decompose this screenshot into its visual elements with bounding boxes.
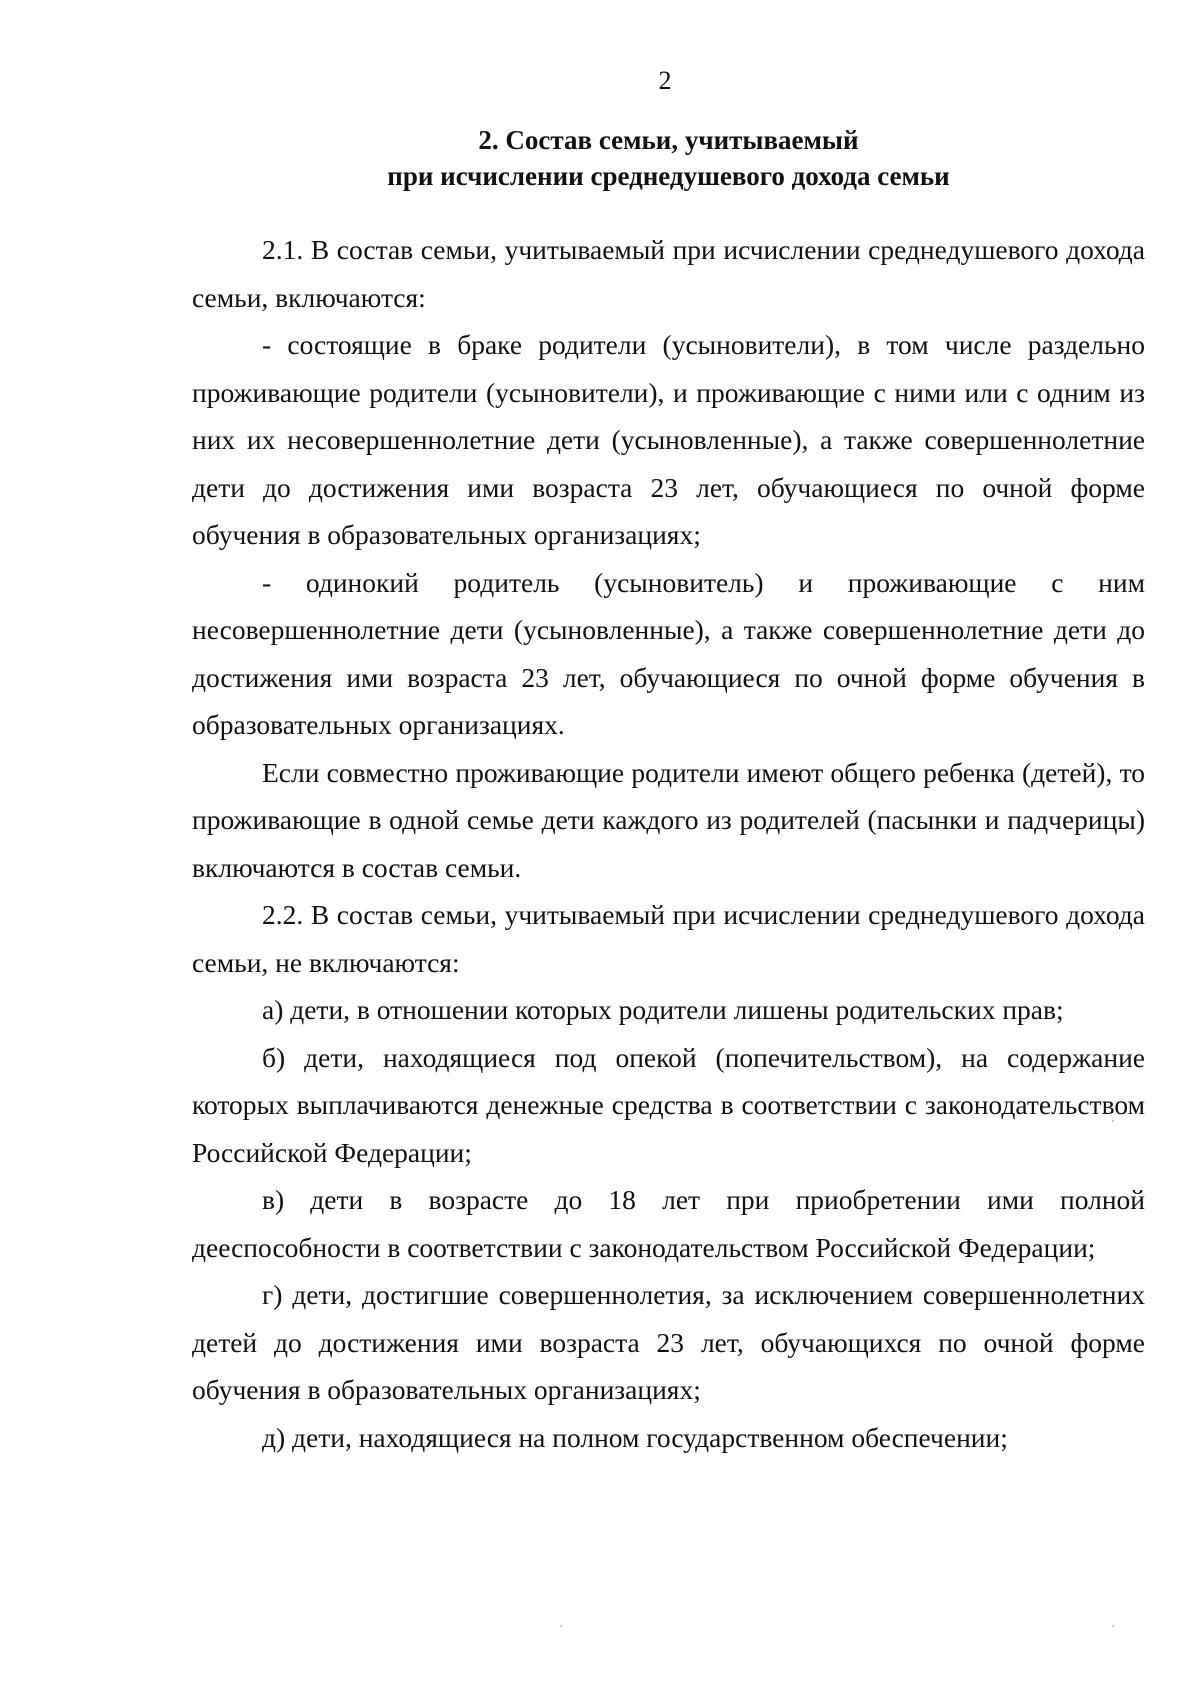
- section-title: [192, 122, 1145, 194]
- paragraph-item-a: а) дети, в отношении которых родители лишены родительских прав;: [262, 994, 1064, 1025]
- section-title-line-2: при исчислении среднедушевого дохода семьи: [387, 161, 950, 191]
- paragraph-married-parents: - состоящие в браке родители (усыновители), в том числе раздельно проживающие родители (усыновители), и проживающие с ними или с одним из них их несовершеннолетние дети (усыновленные), а также совершеннолетние дети до достижения ими возраста 23 лет, обучающиеся по очной форме обучения в образовательных организациях;: [192, 329, 1145, 550]
- section-title-line-1: 2. Состав семьи, учитываемый: [478, 125, 859, 155]
- paragraph-item-d: д) дети, находящиеся на полном государственном обеспечении;: [262, 1421, 1008, 1453]
- paragraph-2-1: 2.1. В состав семьи, учитываемый при исчислении среднедушевого дохода семьи, включаются:: [192, 234, 1145, 313]
- scan-dot: [1112, 1120, 1114, 1122]
- scan-dot: [1112, 1625, 1114, 1627]
- page-number: 2: [658, 66, 672, 95]
- scan-dot: [560, 1625, 562, 1627]
- paragraph-item-b: б) дети, находящиеся под опекой (попечительством), на содержание которых выплачиваются денежные средства в соответствии с законодательством Российской Федерации;: [192, 1041, 1145, 1168]
- paragraph-common-child: Если совместно проживающие родители имеют общего ребенка (детей), то проживающие в одной семье дети каждого из родителей (пасынки и падчерицы) включаются в состав семьи.: [192, 756, 1145, 883]
- document-body: [192, 226, 1145, 1461]
- paragraph-item-g: г) дети, достигшие совершеннолетия, за исключением совершеннолетних детей до достижения ими возраста 23 лет, обучающихся по очной форме обучения в образовательных организациях;: [192, 1279, 1145, 1405]
- paragraph-2-2: 2.2. В состав семьи, учитываемый при исчислении среднедушевого дохода семьи, не включаются:: [192, 899, 1145, 978]
- paragraph-item-v: в) дети в возрасте до 18 лет при приобретении ими полной дееспособности в соответствии с законодательством Российской Федерации;: [192, 1184, 1145, 1263]
- paragraph-single-parent: - одинокий родитель (усыновитель) и проживающие с ним несовершеннолетние дети (усыновленные), а также совершеннолетние дети до достижения ими возраста 23 лет, обучающиеся по очной форме обучения в образовательных организациях.: [192, 566, 1145, 740]
